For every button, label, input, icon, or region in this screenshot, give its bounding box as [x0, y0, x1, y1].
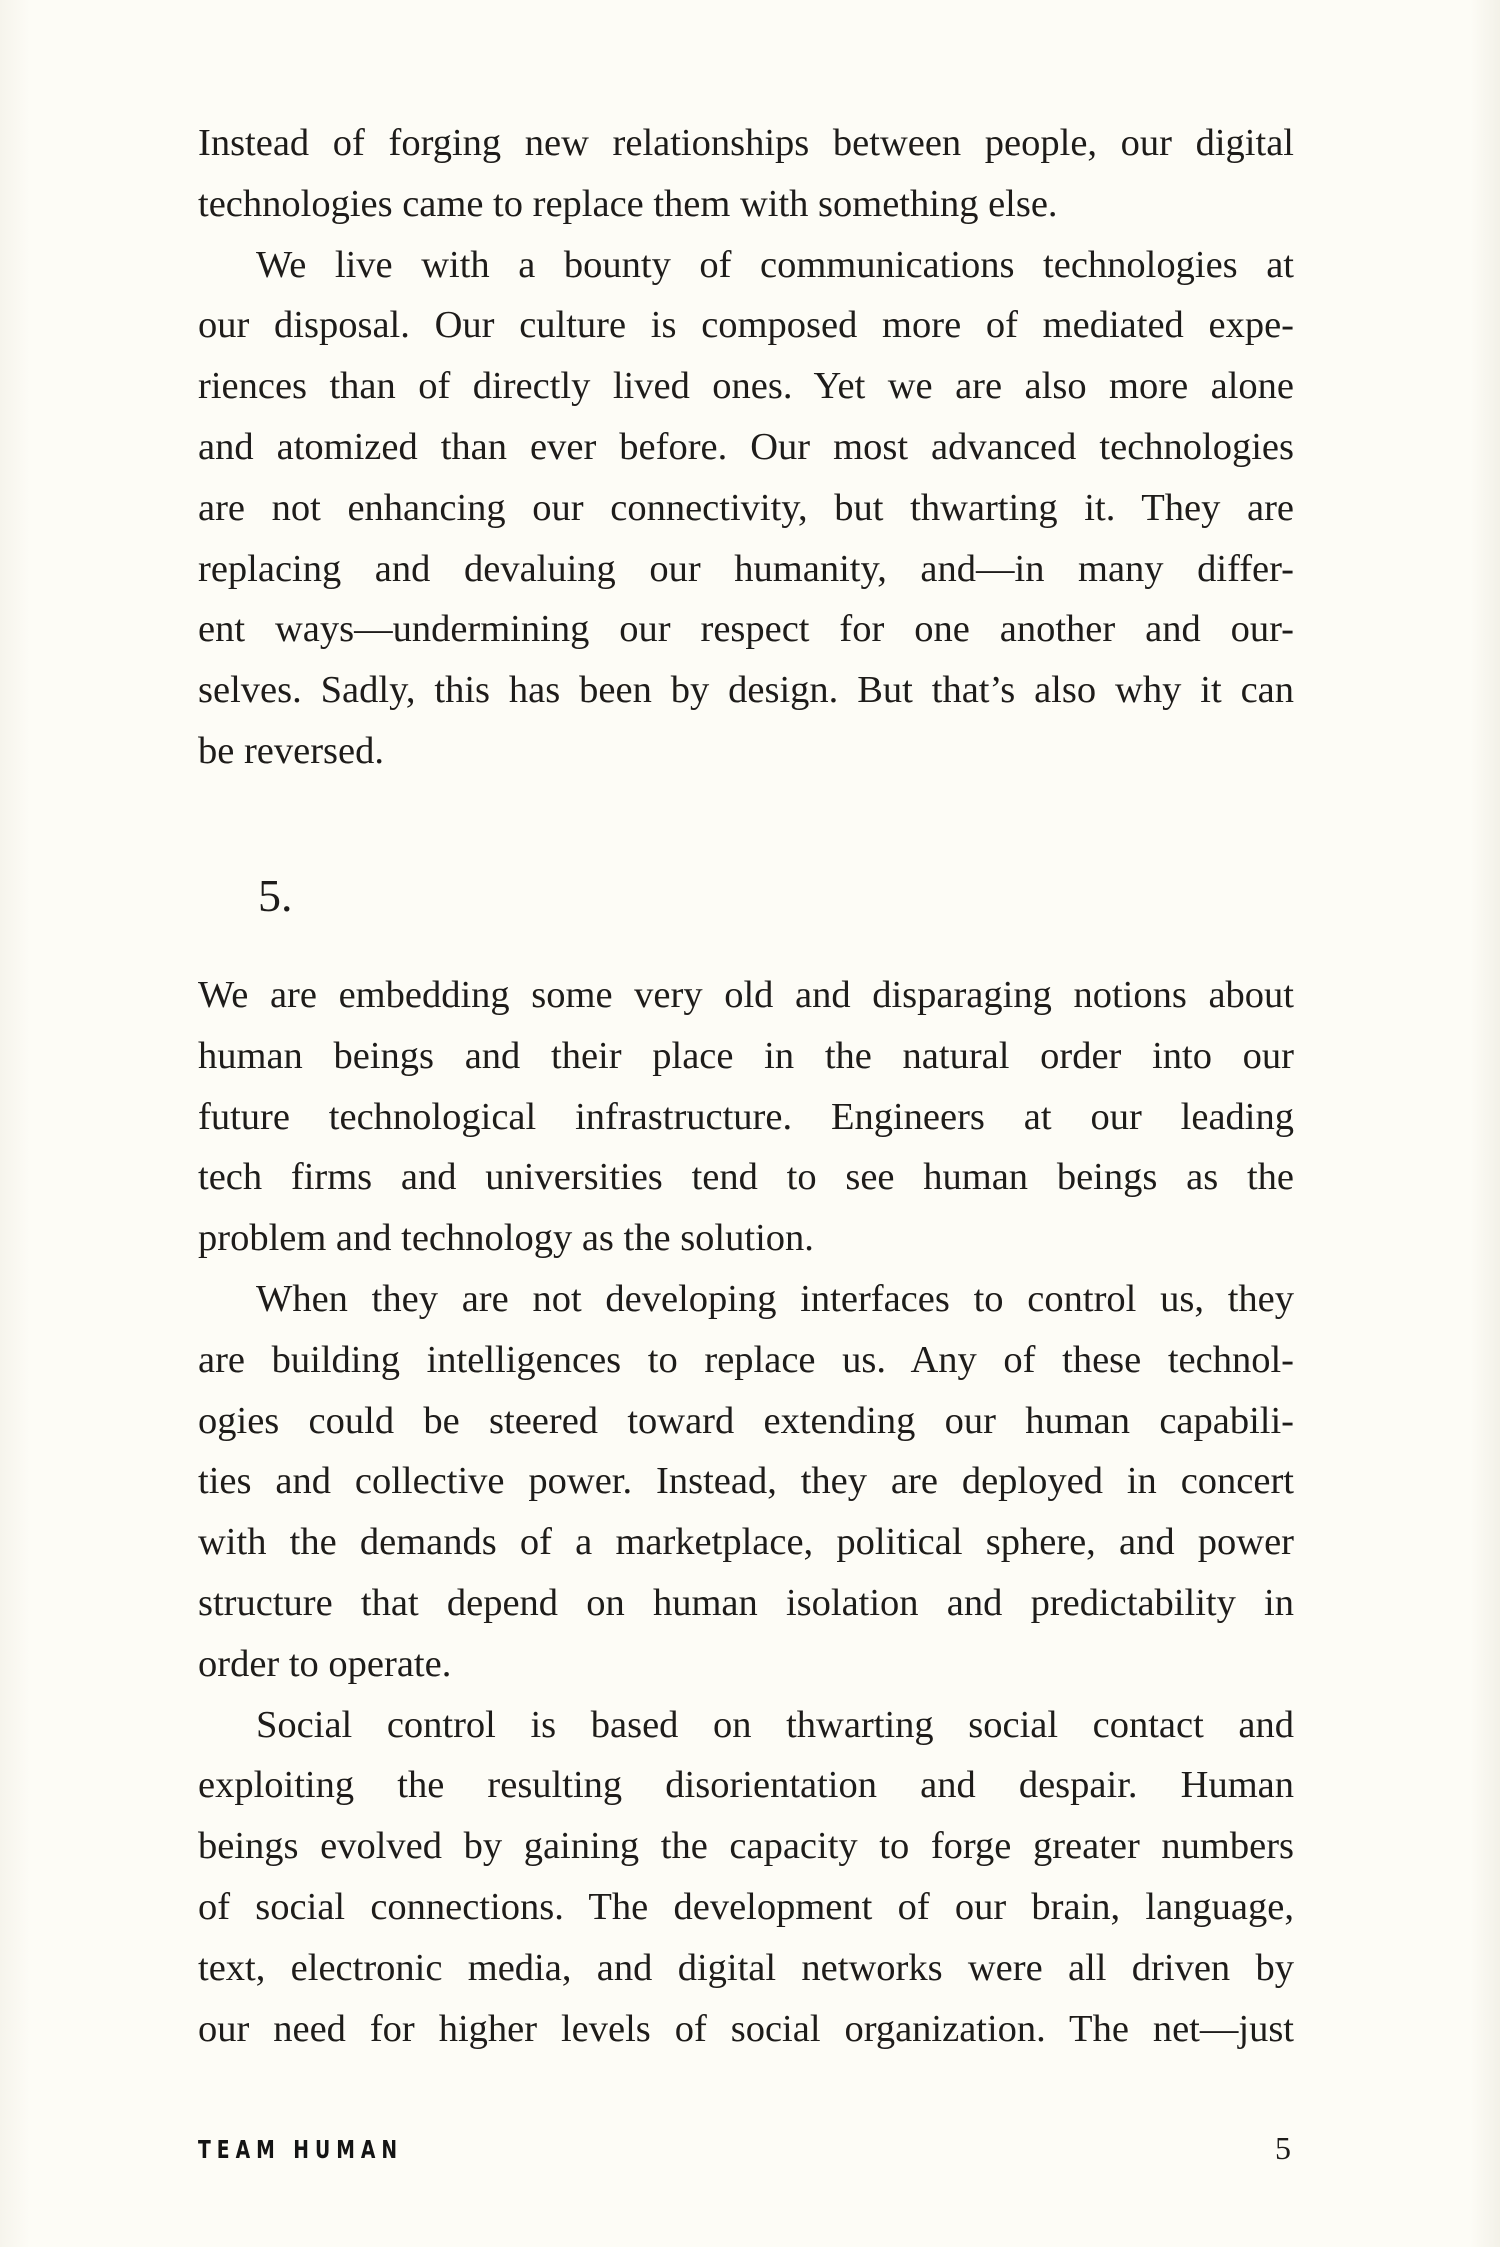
text-line: ogies could be steered toward extending our human capabili- — [198, 1399, 1294, 1442]
text-line: riences than of directly lived ones. Yet we are also more alone — [198, 365, 1294, 408]
text-line: our need for higher levels of social organization. The net—just — [198, 2007, 1294, 2050]
text-line: future technological infrastructure. Engineers at our leading — [198, 1095, 1294, 1138]
text-line: are building intelligences to replace us. Any of these technol- — [198, 1338, 1294, 1381]
text-line: of social connections. The development of our brain, language, — [198, 1885, 1294, 1928]
text-line: structure that depend on human isolation and predictability in — [198, 1581, 1294, 1624]
text-line: Instead of forging new relationships between people, our digital — [198, 122, 1294, 164]
text-line: human beings and their place in the natural order into our — [198, 1034, 1294, 1077]
text-line: beings evolved by gaining the capacity to forge greater numbers — [198, 1825, 1294, 1868]
text-line: with the demands of a marketplace, political sphere, and power — [198, 1521, 1294, 1564]
body-text-bottom — [198, 965, 1294, 2059]
body-text-top — [198, 113, 1294, 782]
text-line: tech firms and universities tend to see human beings as the — [198, 1156, 1294, 1199]
section-heading: 5. — [258, 870, 293, 921]
running-footer-title: TEAM HUMAN — [198, 2135, 404, 2164]
text-line: order to operate. — [198, 1642, 452, 1685]
text-line: are not enhancing our connectivity, but thwarting it. They are — [198, 486, 1294, 529]
text-line: We live with a bounty of communications technologies at — [256, 243, 1294, 286]
text-line: selves. Sadly, this has been by design. But that’s also why it can — [198, 669, 1294, 712]
text-line: text, electronic media, and digital networks were all driven by — [198, 1946, 1294, 1989]
text-line: replacing and devaluing our humanity, and—in many differ- — [198, 547, 1294, 590]
text-line: ent ways—undermining our respect for one another and our- — [198, 608, 1294, 651]
text-line: problem and technology as the solution. — [198, 1217, 814, 1260]
text-line: exploiting the resulting disorientation and despair. Human — [198, 1764, 1294, 1807]
text-line: We are embedding some very old and disparaging notions about — [198, 974, 1294, 1016]
text-line: When they are not developing interfaces to control us, they — [256, 1277, 1294, 1320]
text-line: technologies came to replace them with something else. — [198, 182, 1058, 225]
text-line: and atomized than ever before. Our most advanced technologies — [198, 425, 1294, 468]
page-number: 5 — [1275, 2130, 1291, 2166]
text-line: be reversed. — [198, 729, 384, 772]
text-line: Social control is based on thwarting social contact and — [256, 1703, 1294, 1746]
text-line: ties and collective power. Instead, they are deployed in concert — [198, 1460, 1294, 1503]
text-line: our disposal. Our culture is composed more of mediated expe- — [198, 304, 1294, 347]
